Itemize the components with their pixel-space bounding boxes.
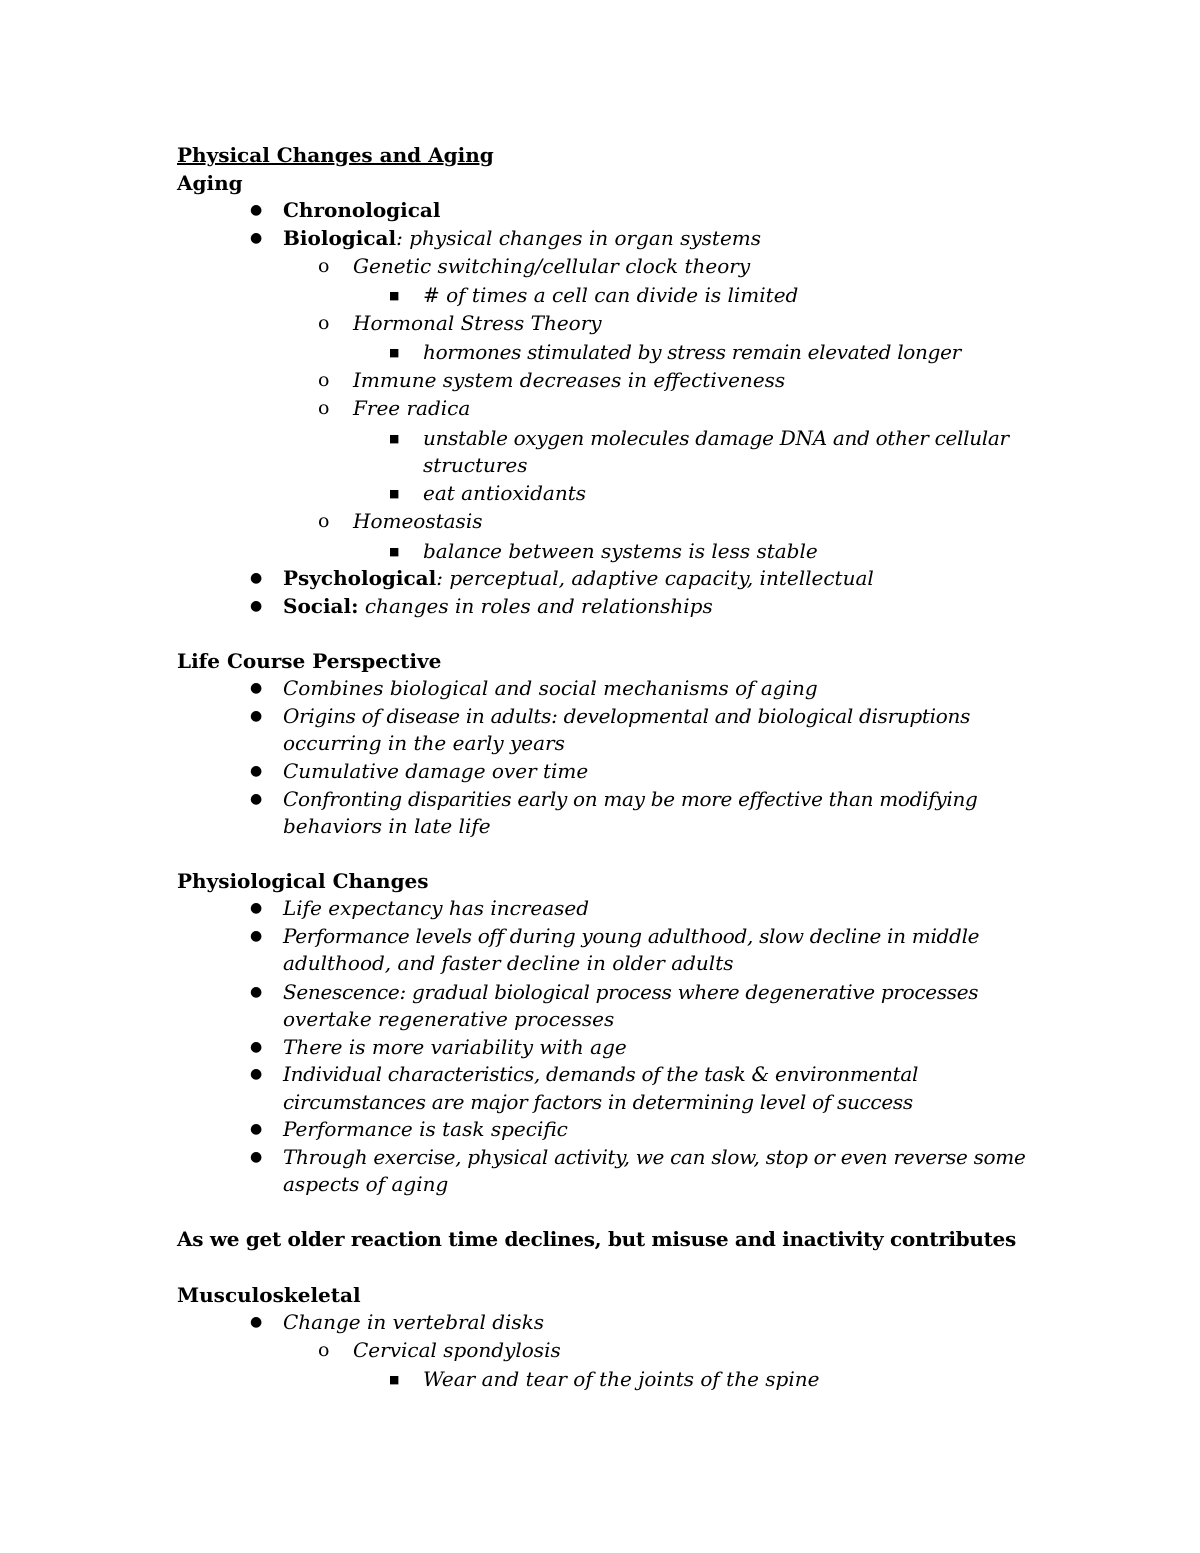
list-item-immune: Immune system decreases in effectiveness: [353, 368, 786, 392]
square-bullet-icon: ■: [389, 289, 400, 302]
circle-bullet-icon: o: [318, 1339, 330, 1361]
circle-bullet-icon: o: [318, 312, 330, 334]
list-item-cumulative: Cumulative damage over time: [283, 759, 589, 783]
psychological-label: Psychological: [283, 566, 437, 590]
list-item-free-radica: Free radica: [353, 396, 471, 420]
list-item-homeostasis-detail: balance between systems is less stable: [423, 539, 818, 563]
list-item-antioxidants: eat antioxidants: [423, 481, 587, 505]
bullet-icon: ●: [250, 1066, 263, 1082]
social-label: Social:: [283, 594, 359, 618]
list-item-task-specific: Performance is task specific: [283, 1117, 568, 1141]
bullet-icon: ●: [250, 900, 263, 916]
list-item-exercise-cont: aspects of aging: [283, 1172, 449, 1196]
bullet-icon: ●: [250, 598, 263, 614]
page-title: Physical Changes and Aging: [177, 143, 494, 167]
bullet-icon: ●: [250, 1314, 263, 1330]
social-desc: changes in roles and relationships: [358, 594, 713, 618]
list-item-combines: Combines biological and social mechanisms of aging: [283, 676, 818, 700]
list-item-genetic: Genetic switching/cellular clock theory: [353, 254, 751, 278]
list-item-origins: Origins of disease in adults: developmental and biological disruptions: [283, 704, 971, 728]
psychological-desc: : perceptual, adaptive capacity, intellectual: [436, 566, 874, 590]
list-item-origins-cont: occurring in the early years: [283, 731, 565, 755]
list-item-wear-tear: Wear and tear of the joints of the spine: [423, 1367, 820, 1391]
circle-bullet-icon: o: [318, 397, 330, 419]
bullet-icon: ●: [250, 928, 263, 944]
section-heading-life-course: Life Course Perspective: [177, 649, 442, 673]
square-bullet-icon: ■: [389, 487, 400, 500]
circle-bullet-icon: o: [318, 369, 330, 391]
bullet-icon: ●: [250, 984, 263, 1000]
list-item-individual-cont: circumstances are major factors in determining level of success: [283, 1090, 913, 1114]
list-item-performance-levels: Performance levels off during young adulthood, slow decline in middle: [283, 924, 980, 948]
bullet-icon: ●: [250, 1149, 263, 1165]
list-item-chronological: Chronological: [283, 198, 441, 222]
bullet-icon: ●: [250, 763, 263, 779]
list-item-homeostasis: Homeostasis: [353, 509, 483, 533]
square-bullet-icon: ■: [389, 1373, 400, 1386]
bullet-icon: ●: [250, 791, 263, 807]
list-item-hormonal-detail: hormones stimulated by stress remain elevated longer: [423, 340, 961, 364]
bullet-icon: ●: [250, 230, 263, 246]
square-bullet-icon: ■: [389, 432, 400, 445]
square-bullet-icon: ■: [389, 346, 400, 359]
list-item-individual: Individual characteristics, demands of the task & environmental: [283, 1062, 919, 1086]
bullet-icon: ●: [250, 708, 263, 724]
list-item-hormonal: Hormonal Stress Theory: [353, 311, 602, 335]
bullet-icon: ●: [250, 1039, 263, 1055]
list-item-variability: There is more variability with age: [283, 1035, 627, 1059]
section-heading-physiological: Physiological Changes: [177, 869, 429, 893]
list-item-senescence-cont: overtake regenerative processes: [283, 1007, 615, 1031]
list-item-cervical: Cervical spondylosis: [353, 1338, 561, 1362]
list-item-social: [283, 593, 713, 620]
list-item-free-radica-detail-cont: structures: [423, 453, 528, 477]
bullet-icon: ●: [250, 570, 263, 586]
bullet-icon: ●: [250, 1121, 263, 1137]
bullet-icon: ●: [250, 202, 263, 218]
circle-bullet-icon: o: [318, 255, 330, 277]
list-item-senescence: Senescence: gradual biological process where degenerative processes: [283, 980, 979, 1004]
list-item-free-radica-detail: unstable oxygen molecules damage DNA and other cellular: [423, 426, 1009, 450]
list-item-life-expectancy: Life expectancy has increased: [283, 896, 590, 920]
square-bullet-icon: ■: [389, 545, 400, 558]
list-item-confronting: Confronting disparities early on may be more effective than modifying: [283, 787, 978, 811]
list-item-psychological: [283, 565, 874, 592]
biological-label: Biological: [283, 226, 397, 250]
list-item-genetic-detail: # of times a cell can divide is limited: [423, 283, 799, 307]
list-item-exercise: Through exercise, physical activity, we can slow, stop or even reverse some: [283, 1145, 1026, 1169]
list-item-performance-levels-cont: adulthood, and faster decline in older adults: [283, 951, 734, 975]
list-item-vertebral: Change in vertebral disks: [283, 1310, 545, 1334]
biological-desc: : physical changes in organ systems: [396, 226, 762, 250]
bullet-icon: ●: [250, 680, 263, 696]
reaction-time-statement: As we get older reaction time declines, but misuse and inactivity contributes: [177, 1227, 1016, 1251]
circle-bullet-icon: o: [318, 510, 330, 532]
section-heading-aging: Aging: [177, 171, 243, 195]
list-item-confronting-cont: behaviors in late life: [283, 814, 491, 838]
section-heading-musculoskeletal: Musculoskeletal: [177, 1283, 361, 1307]
list-item-biological: [283, 225, 761, 252]
